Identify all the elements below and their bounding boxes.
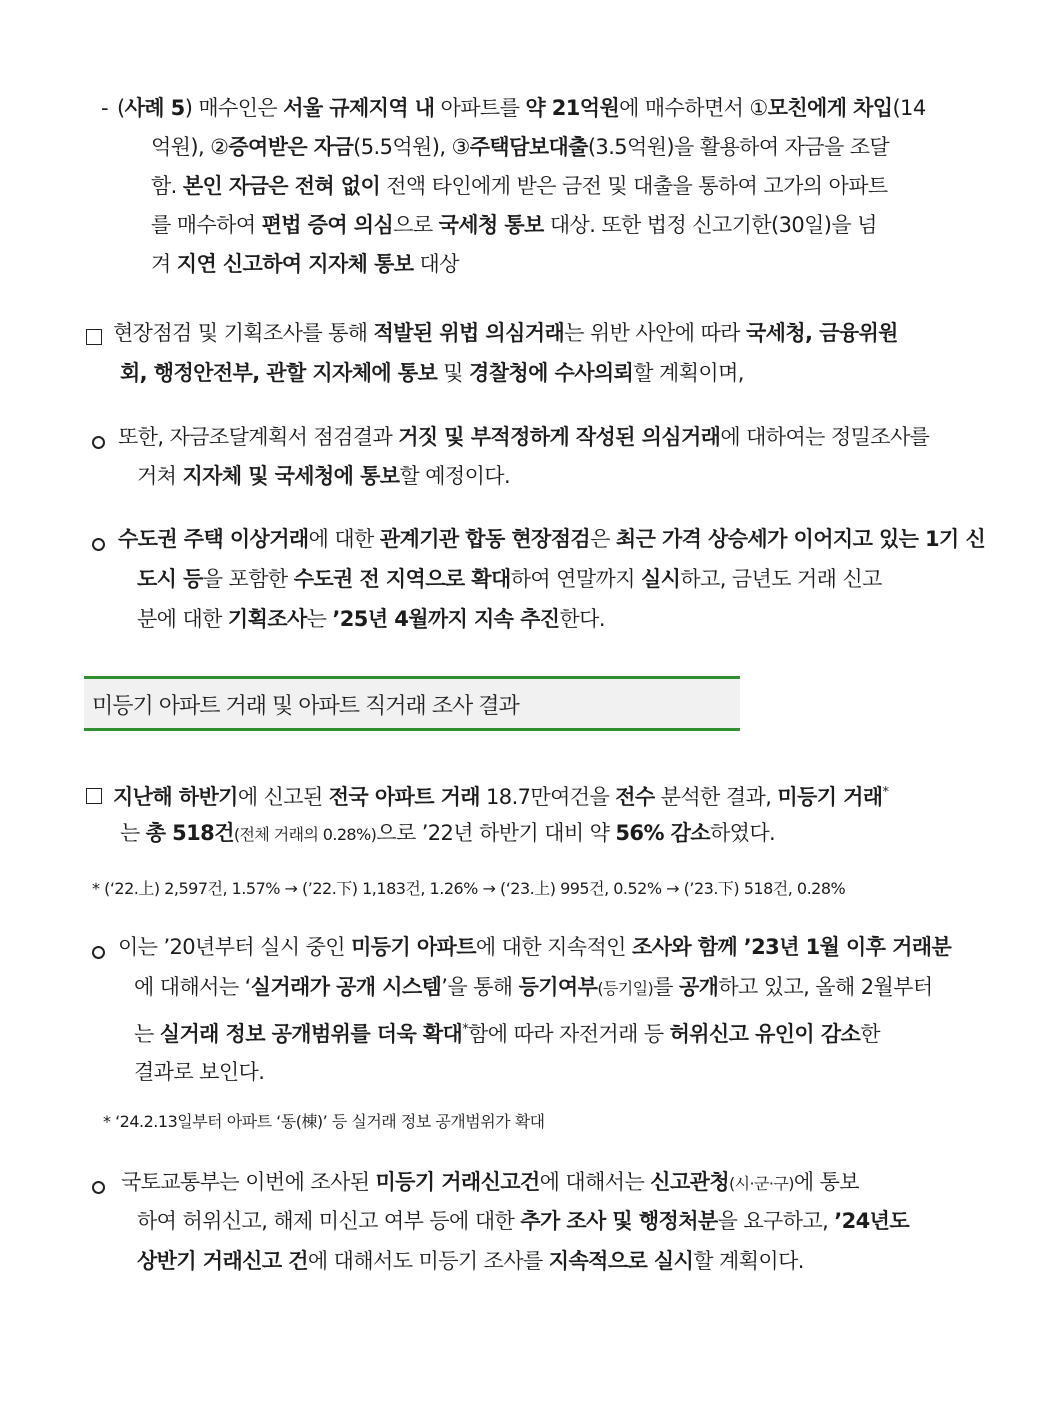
text-run: 에 신고된: [237, 785, 329, 809]
bold-text-run: 기획조사: [227, 607, 307, 631]
text-run: 으로 ’22년 하반기 대비 약: [376, 821, 616, 845]
text-run: 에 대하여는 정밀조사를: [720, 425, 930, 449]
text-run: 를: [653, 975, 679, 999]
text-run: 하고 있고, 올해 2월부터: [718, 975, 933, 999]
bold-text-run: 편법 증여 의심: [261, 213, 394, 237]
bold-text-run: 상반기 거래신고 건: [137, 1249, 308, 1273]
text-run: ) 매수인은: [184, 96, 284, 120]
bold-text-run: 조사와 함께 ’23년 1월 이후 거래분: [631, 935, 952, 959]
text-run: 하여 허위신고, 해제 미신고 여부 등에 대한: [137, 1209, 521, 1233]
text-run: 할 계획이며,: [633, 361, 744, 385]
bold-text-run: 적발된 위법 의심거래: [373, 321, 565, 345]
paragraph-line: [151, 166, 888, 206]
text-run: 결과로 보인다.: [134, 1060, 265, 1084]
bold-text-run: 모친에게 차입: [767, 96, 893, 120]
bold-text-run: 공개: [678, 975, 719, 999]
paragraph-line: [134, 967, 933, 1007]
bold-text-run: 전수: [615, 785, 655, 809]
text-run: 18.7만여건을: [479, 785, 616, 809]
bold-text-run: 56% 감소: [615, 821, 710, 845]
bold-text-run: 관계기관 합동 현장점검: [379, 527, 591, 551]
bold-text-run: 지자체 및 국세청에 통보: [182, 464, 400, 488]
text-run: 를 매수하여: [151, 213, 262, 237]
bold-text-run: 수도권 주택 이상거래: [118, 527, 309, 551]
bold-text-run: 전국 아파트 거래: [328, 785, 480, 809]
paragraph-line: [120, 353, 744, 393]
text-run: 는: [306, 607, 333, 631]
text-run: (등기일): [597, 979, 654, 998]
circle-bullet-icon: [92, 1175, 105, 1199]
text-run: 을 포함한: [202, 567, 294, 591]
text-run: *: [462, 1022, 469, 1037]
paragraph-line: [121, 1162, 859, 1202]
bold-text-run: ’24년도: [834, 1209, 910, 1233]
text-run: 에 매수하면서 ①: [619, 96, 768, 120]
text-run: 에 대해서도 미등기 조사를: [307, 1249, 549, 1273]
paragraph-line: [118, 417, 929, 457]
text-run: 분에 대한: [137, 607, 228, 631]
square-bullet-icon: [86, 326, 102, 350]
text-run: 대상: [413, 252, 459, 276]
bold-text-run: 주택담보대출: [469, 135, 588, 159]
text-run: 함.: [151, 174, 183, 198]
bold-text-run: 서울 규제지역 내: [283, 96, 435, 120]
text-run: (5.5억원), ③: [353, 135, 470, 159]
bold-text-run: 경찰청에 수사의뢰: [469, 361, 634, 385]
paragraph-line: [134, 1052, 264, 1092]
section-heading: [84, 676, 740, 731]
paragraph-line: [151, 244, 459, 284]
bold-text-run: 증여받은 자금: [228, 135, 354, 159]
text-run: 함에 따라 자전거래 등: [468, 1022, 670, 1046]
text-run: 으로: [393, 213, 439, 237]
bold-text-run: ’25년 4월까지 지속 추진: [332, 607, 560, 631]
text-run: 및: [437, 361, 470, 385]
bold-text-run: 허위신고 유인이 감소: [669, 1022, 861, 1046]
dash-marker: -: [101, 96, 109, 120]
text-run: 은: [590, 527, 616, 551]
text-run: 는: [134, 1022, 160, 1046]
text-run: 한다.: [559, 607, 605, 631]
bold-text-run: 미등기 거래신고건: [375, 1170, 540, 1194]
paragraph-line: [137, 456, 510, 496]
text-run: 할 계획이다.: [693, 1249, 804, 1273]
bold-text-run: 실거래가 공개 시스템: [250, 975, 442, 999]
square-bullet-icon: [86, 785, 102, 809]
text-run: 는 위반 사안에 따라: [564, 321, 746, 345]
bold-text-run: 본인 자금은 전혀 없이: [182, 174, 381, 198]
text-run: 에 대한: [308, 527, 380, 551]
bold-text-run: 지난해 하반기: [113, 785, 238, 809]
text-run: 겨: [151, 252, 177, 276]
text-run: 아파트를: [434, 96, 526, 120]
text-run: 할 예정이다.: [399, 464, 511, 488]
paragraph-line: [113, 313, 898, 353]
paragraph-line: [151, 205, 877, 245]
bold-text-run: 약 21억원: [525, 96, 620, 120]
text-run: 는: [120, 821, 146, 845]
paragraph-line: [137, 559, 882, 599]
bold-text-run: 거짓 및 부적정하게 작성된 의심거래: [398, 425, 721, 449]
circle-bullet-icon: [92, 532, 105, 556]
text-run: *: [882, 785, 889, 800]
paragraph-line: [137, 599, 605, 639]
text-run: 분석한 결과,: [654, 785, 778, 809]
circle-bullet-icon: [92, 430, 105, 454]
text-run: (14: [892, 96, 926, 120]
paragraph-line: [117, 88, 926, 128]
paragraph-line: [134, 1010, 880, 1050]
paragraph-line: [118, 927, 951, 967]
bold-text-run: 국세청, 금융위원: [745, 321, 898, 345]
text-run: 이는 ’20년부터 실시 중인: [118, 935, 352, 959]
circle-bullet-icon: [92, 940, 105, 964]
text-run: 에 통보: [793, 1170, 859, 1194]
bold-text-run: 도시 등: [137, 567, 203, 591]
bold-text-run: 실거래 정보 공개범위를 더욱 확대: [159, 1022, 463, 1046]
text-run: ’을 통해: [441, 975, 519, 999]
text-run: 또한, 자금조달계획서 점검결과: [118, 425, 399, 449]
bold-text-run: 실시: [640, 567, 681, 591]
bold-text-run: 국세청 통보: [438, 213, 544, 237]
text-run: 을 요구하고,: [717, 1209, 835, 1233]
bold-text-run: 미등기 거래: [777, 785, 883, 809]
paragraph-line: [137, 1201, 909, 1241]
bold-text-run: 최근 가격 상승세가 이어지고 있는 1기 신: [615, 527, 986, 551]
bold-text-run: 지연 신고하여 지자체 통보: [176, 252, 414, 276]
footnote-trend: * (‘22.上) 2,597건, 1.57% → (’22.下) 1,183건, 1.26% → (‘23.上) 995건, 0.52% → (’23.下) 518건, 0.28%: [92, 879, 846, 898]
paragraph-line: [137, 1241, 804, 1281]
footnote-disclosure: * ‘24.2.13일부터 아파트 ‘동(棟)’ 등 실거래 정보 공개범위가 확대: [103, 1112, 545, 1131]
text-run: 에 대한 지속적인: [475, 935, 632, 959]
text-run: 하였다.: [709, 821, 776, 845]
paragraph-line: [120, 813, 775, 853]
bold-text-run: 회, 행정안전부, 관할 지자체에 통보: [120, 361, 438, 385]
text-run: 국토교통부는 이번에 조사된: [121, 1170, 376, 1194]
paragraph-line: [113, 773, 888, 813]
text-run: (전체 거래의 0.28%): [233, 825, 377, 844]
text-run: 에 대해서는 ‘: [134, 975, 251, 999]
section-title: 미등기 아파트 거래 및 아파트 직거래 조사 결과: [92, 694, 519, 719]
paragraph-line: [118, 519, 985, 559]
text-run: 하여 연말까지: [510, 567, 641, 591]
bold-text-run: 총 518건: [145, 821, 234, 845]
text-run: (3.5억원)을 활용하여 자금을 조달: [587, 135, 890, 159]
text-run: 억원), ②: [151, 135, 229, 159]
paragraph-line: [151, 127, 889, 167]
bold-text-run: 추가 조사 및 행정처분: [520, 1209, 718, 1233]
text-run: 한: [860, 1022, 880, 1046]
bold-text-run: 지속적으로 실시: [548, 1249, 694, 1273]
bold-text-run: 신고관청: [650, 1170, 730, 1194]
text-run: 에 대해서는: [539, 1170, 651, 1194]
text-run: 하고, 금년도 거래 신고: [680, 567, 882, 591]
text-run: 대상. 또한 법정 신고기한(30일)을 넘: [543, 213, 877, 237]
text-run: 현장점검 및 기획조사를 통해: [113, 321, 374, 345]
bold-text-run: 수도권 전 지역으로 확대: [293, 567, 511, 591]
bold-text-run: 사례 5: [124, 96, 185, 120]
bold-text-run: 미등기 아파트: [351, 935, 476, 959]
text-run: 거쳐: [137, 464, 183, 488]
text-run: (시·군·구): [729, 1174, 794, 1193]
text-run: 전액 타인에게 받은 금전 및 대출을 통하여 고가의 아파트: [380, 174, 888, 198]
bold-text-run: 등기여부: [518, 975, 598, 999]
text-run: (: [117, 96, 125, 120]
